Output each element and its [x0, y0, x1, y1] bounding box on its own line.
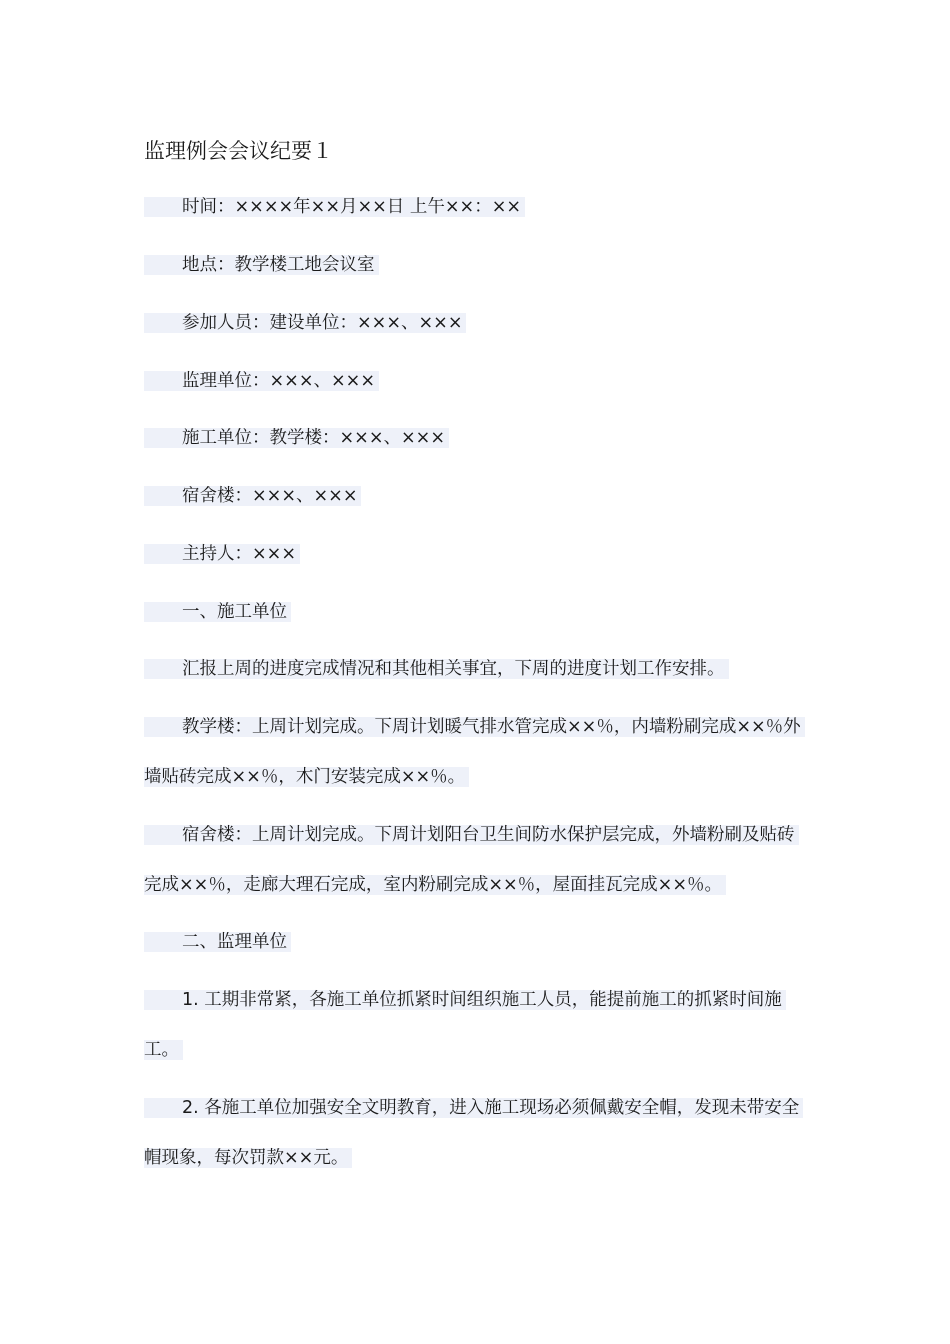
host-text: 主持人：×××	[182, 544, 296, 564]
report-paragraph	[144, 644, 809, 694]
item-1-text: 1. 工期非常紧，各施工单位抓紧时间组织施工人员，能提前施工的抓紧时间施工。	[144, 990, 782, 1060]
construction-unit-paragraph	[144, 413, 809, 463]
host-paragraph	[144, 529, 809, 579]
attendees-text: 参加人员：建设单位：×××、×××	[182, 313, 463, 333]
supervision-unit-paragraph	[144, 356, 809, 406]
supervision-unit-text: 监理单位：×××、×××	[182, 371, 375, 391]
section-heading-construction	[144, 587, 809, 637]
attendees-paragraph	[144, 298, 809, 348]
section-heading-supervision	[144, 917, 809, 967]
meeting-time-text: 时间：××××年××月××日 上午××：××	[182, 197, 522, 217]
document-title: 监理例会会议纪要１	[144, 139, 333, 163]
teaching-building-text: 教学楼：上周计划完成。下周计划暖气排水管完成××％，内墙粉刷完成××％外墙贴砖完成××％，木门安装完成××％。	[144, 717, 801, 787]
section-heading-supervision-text: 二、监理单位	[182, 932, 287, 952]
item-1-paragraph	[144, 975, 809, 1075]
report-text: 汇报上周的进度完成情况和其他相关事宜，下周的进度计划工作安排。	[182, 659, 725, 679]
construction-unit-text: 施工单位：教学楼：×××、×××	[182, 428, 445, 448]
item-2-paragraph	[144, 1083, 809, 1183]
meeting-time-paragraph	[144, 182, 809, 232]
dormitory-progress-paragraph	[144, 810, 809, 910]
teaching-building-paragraph	[144, 702, 809, 802]
meeting-location-text: 地点：教学楼工地会议室	[182, 255, 375, 275]
item-2-text: 2. 各施工单位加强安全文明教育，进入施工现场必须佩戴安全帽，发现未带安全帽现象，每次罚款××元。	[144, 1098, 800, 1168]
dormitory-text: 宿舍楼：×××、×××	[182, 486, 358, 506]
section-heading-construction-text: 一、施工单位	[182, 602, 287, 622]
meeting-location-paragraph	[144, 240, 809, 290]
dormitory-paragraph	[144, 471, 809, 521]
dormitory-progress-text: 宿舍楼：上周计划完成。下周计划阳台卫生间防水保护层完成，外墙粉刷及贴砖完成××％，走廊大理石完成，室内粉刷完成××％，屋面挂瓦完成××％。	[144, 825, 795, 895]
